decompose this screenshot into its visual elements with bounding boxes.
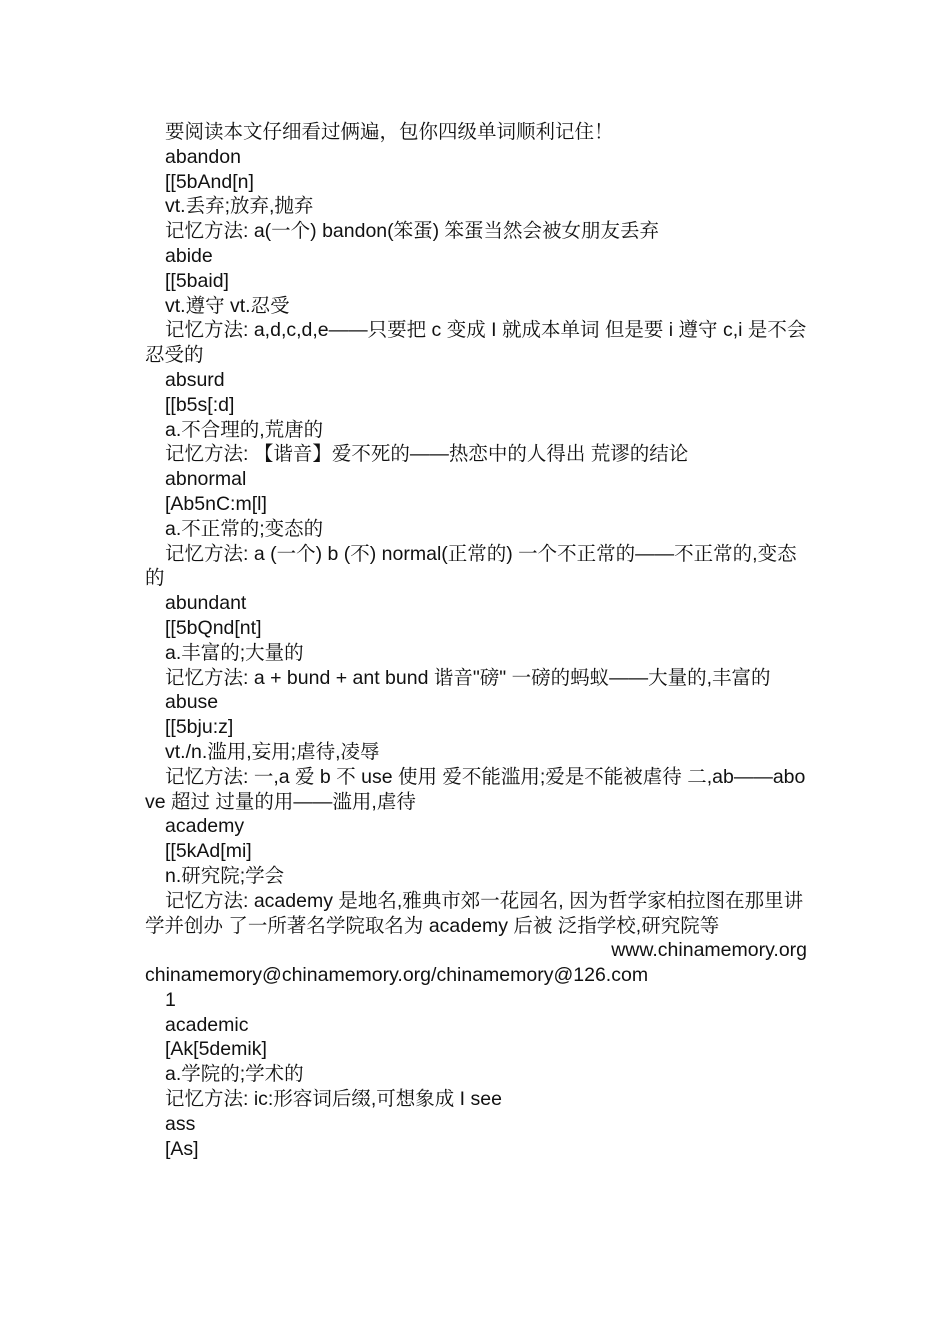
entry-meaning: a.不正常的;变态的 [165, 517, 324, 540]
entry-meaning: a.学院的;学术的 [165, 1063, 304, 1086]
entry-phonetic: [[b5s[:d] [165, 393, 235, 416]
entry-phonetic: [As] [165, 1137, 199, 1160]
entry-word: abide [165, 244, 213, 267]
entry-word: absurd [165, 368, 225, 391]
entry-meaning: n.研究院;学会 [165, 864, 285, 887]
entry-memory-method: 记忆方法: 一,a 爱 b 不 use 使用 爱不能滥用;爱是不能被虐待 二,ab——above 超过 过量的用——滥用,虐待 [145, 765, 806, 813]
page-number: 1 [165, 988, 176, 1011]
entry [145, 244, 807, 368]
entry [145, 814, 807, 938]
entry-phonetic: [[5bju:z] [165, 716, 234, 739]
entry-word: academic [165, 1013, 249, 1036]
footer-website: www.chinamemory.org [611, 939, 807, 962]
entry [145, 690, 807, 814]
entry-meaning: vt.丢弃;放弃,抛弃 [165, 195, 314, 218]
entry-phonetic: [Ab5nC:m[l] [165, 492, 267, 515]
entry-meaning: vt./n.滥用,妄用;虐待,凌辱 [165, 740, 380, 763]
entry-word: abandon [165, 145, 241, 168]
entry-phonetic: [[5bAnd[n] [165, 170, 254, 193]
footer-emails: chinamemory@chinamemory.org/chinamemory@126.com [145, 964, 649, 987]
entry-memory-method: 记忆方法: a,d,c,d,e——只要把 c 变成 I 就成本单词 但是要 i 遵守 c,i 是不会忍受的 [145, 319, 807, 367]
entry [145, 1013, 807, 1112]
entry-meaning: a.丰富的;大量的 [165, 641, 304, 664]
entry-memory-method: 记忆方法: a + bund + ant bund 谐音"磅" 一磅的蚂蚁——大量的,丰富的 [165, 666, 771, 689]
entry-meaning: a.不合理的,荒唐的 [165, 418, 324, 441]
entry-memory-method: 记忆方法: 【谐音】爱不死的——热恋中的人得出 荒谬的结论 [165, 443, 689, 466]
entry-memory-method: 记忆方法: ic:形容词后缀,可想象成 I see [165, 1088, 502, 1111]
entry-word: academy [165, 815, 245, 838]
entry-word: ass [165, 1112, 196, 1135]
entry-phonetic: [[5bQnd[nt] [165, 616, 262, 639]
entry-phonetic: [[5baid] [165, 269, 229, 292]
entry [145, 467, 807, 591]
entry [145, 1112, 807, 1162]
entry-memory-method: 记忆方法: academy 是地名,雅典市郊一花园名, 因为哲学家柏拉图在那里讲学并创办 了一所著名学院取名为 academy 后被 泛指学校,研究院等 [145, 889, 804, 937]
entry [145, 591, 807, 690]
entry [145, 145, 807, 244]
intro-text: 要阅读本文仔细看过俩遍，包你四级单词顺利记住！ [165, 121, 614, 143]
entry [145, 368, 807, 467]
entry-memory-method: 记忆方法: a (一个) b (不) normal(正常的) 一个不正常的——不正常的,变态的 [145, 542, 797, 590]
entry-phonetic: [Ak[5demik] [165, 1038, 267, 1061]
entry-phonetic: [[5kAd[mi] [165, 840, 252, 863]
entry-meaning: vt.遵守 vt.忍受 [165, 294, 290, 317]
entry-word: abnormal [165, 468, 247, 491]
entry-memory-method: 记忆方法: a(一个) bandon(笨蛋) 笨蛋当然会被女朋友丢弃 [165, 220, 660, 243]
entry-word: abuse [165, 691, 219, 714]
document-page [145, 120, 807, 1161]
entry-word: abundant [165, 592, 247, 615]
